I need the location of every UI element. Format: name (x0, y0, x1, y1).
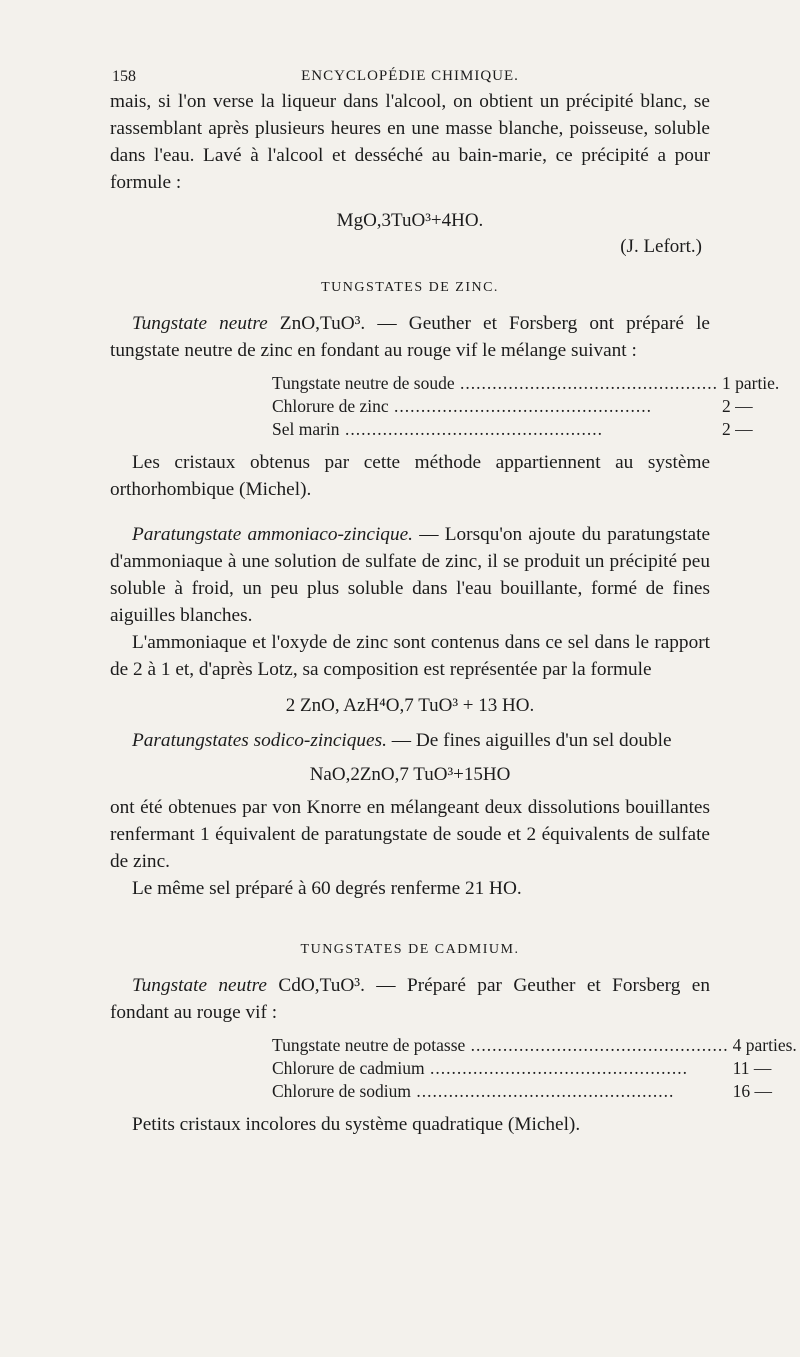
recipe-quantity: 2 — (721, 396, 753, 416)
ammonia-ratio-paragraph: L'ammoniaque et l'oxyde de zinc sont contenus dans ce sel dans le rapport de 2 à 1 et, d'après Lotz, sa composition est représentée par la formule (110, 632, 710, 680)
credit-lefort: (J. Lefort.) (620, 236, 702, 257)
sixty-degrees-paragraph: Le même sel préparé à 60 degrés renferme 21 HO. (132, 878, 522, 899)
recipe-quantity: 11 — (732, 1058, 772, 1078)
recipe-quantity: 1 partie. (721, 373, 780, 393)
cadmium-final-paragraph: Petits cristaux incolores du système quadratique (Michel). (132, 1114, 581, 1135)
page-number: 158 (112, 68, 136, 85)
recipe-row (272, 418, 779, 441)
recipe-row (272, 1080, 797, 1103)
intro-paragraph: mais, si l'on verse la liqueur dans l'alcool, on obtient un précipité blanc, se rassemblant après plusieurs heures en une masse blanche, poisseuse, soluble dans l'eau. Lavé à l'alcool et desséché au bain-marie, ce précipité a pour formule : (110, 91, 710, 193)
ammonio-paragraph (110, 521, 710, 629)
zinc-neutral-text: ZnO,TuO³. — Geuther et Forsberg ont préparé le tungstate neutre de zinc en fondant au rouge vif le mélange suivant : (110, 313, 710, 361)
cadmium-neutral-term: Tungstate neutre (132, 975, 267, 996)
knorre-paragraph: ont été obtenues par von Knorre en mélangeant deux dissolutions bouillantes renfermant 1 équivalent de paratungstate de soude et 2 équivalents de sulfate de zinc. (110, 797, 710, 872)
recipe-quantity: 2 — (721, 419, 753, 439)
zinc-neutral-term: Tungstate neutre (132, 313, 268, 334)
recipe-quantity: 4 parties. (732, 1035, 797, 1055)
zinc-crystals-paragraph: Les cristaux obtenus par cette méthode appartiennent au système orthorhombique (Michel). (110, 452, 710, 500)
recipe-row (272, 372, 779, 395)
sodico-paragraph (110, 727, 710, 754)
recipe-row (272, 395, 779, 418)
page-header (110, 62, 710, 88)
recipe-quantity: 16 — (732, 1081, 773, 1101)
ammonio-formula: 2 ZnO, AzH⁴O,7 TuO³ + 13 HO. (285, 695, 535, 716)
recipe-ingredient: Tungstate neutre de potasse (272, 1035, 466, 1055)
ammonio-term: Paratungstate ammoniaco-zincique. (132, 524, 413, 545)
zinc-recipe-table (272, 372, 779, 441)
recipe-ingredient: Chlorure de cadmium (272, 1058, 425, 1078)
recipe-ingredient: Tungstate neutre de soude (272, 373, 455, 393)
recipe-ingredient: Sel marin (272, 419, 340, 439)
section-title-zinc: TUNGSTATES DE ZINC. (321, 280, 499, 295)
recipe-row (272, 1057, 797, 1080)
zinc-neutral-paragraph (110, 310, 710, 364)
cadmium-neutral-text: CdO,TuO³. — Préparé par Geuther et Forsberg en fondant au rouge vif : (110, 975, 710, 1023)
cadmium-neutral-paragraph (110, 972, 710, 1026)
recipe-row (272, 1034, 797, 1057)
cadmium-recipe-table (272, 1034, 797, 1103)
section-title-cadmium: TUNGSTATES DE CADMIUM. (300, 942, 520, 957)
recipe-ingredient: Chlorure de sodium (272, 1081, 412, 1101)
sodico-formula: NaO,2ZnO,7 TuO³+15HO (309, 764, 511, 785)
magnesium-formula: MgO,3TuO³+4HO. (336, 210, 484, 231)
recipe-ingredient: Chlorure de zinc (272, 396, 389, 416)
page (110, 62, 797, 1138)
sodico-term: Paratungstates sodico-zinciques. (132, 730, 387, 751)
sodico-text: — De fines aiguilles d'un sel double (386, 730, 672, 751)
ammonio-text: — Lorsqu'on ajoute du paratungstate d'ammoniaque à une solution de sulfate de zinc, il se produit un précipité peu soluble à froid, un peu plus soluble dans l'eau bouillante, formé de fines aiguilles blanches. (110, 524, 710, 626)
running-title: ENCYCLOPÉDIE CHIMIQUE. (301, 68, 519, 84)
